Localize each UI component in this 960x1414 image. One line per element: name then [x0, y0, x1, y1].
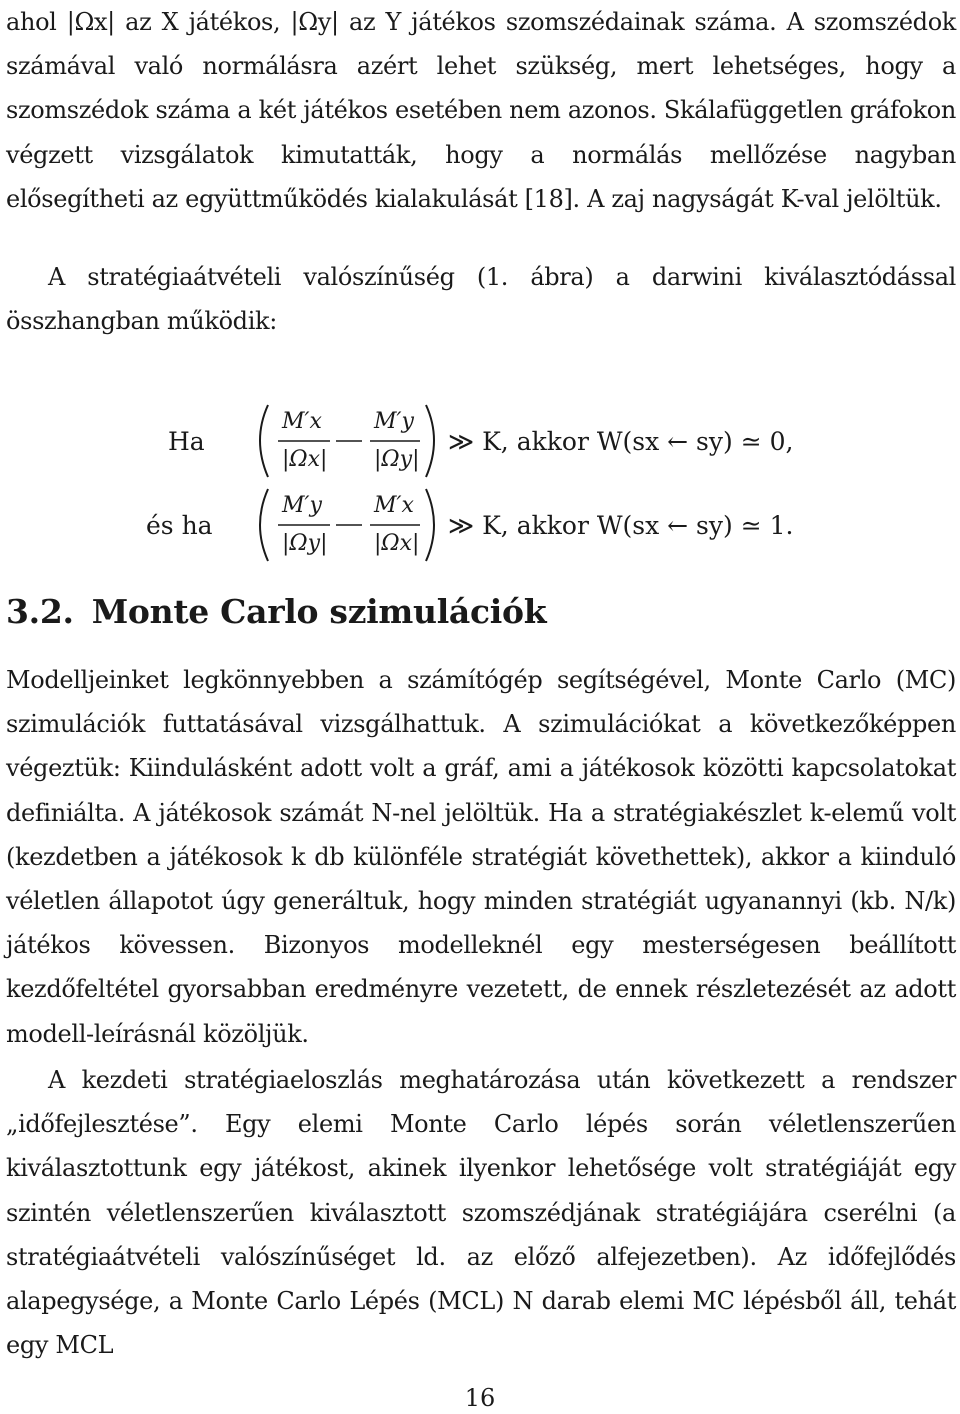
row1-term1-denominator: |Ωx| — [282, 447, 328, 472]
equation-brackets-and-rules — [0, 395, 960, 585]
row2-condition: ≫ K, akkor W(sx ← sy) ≃ 1. — [448, 511, 794, 540]
display-equation — [0, 395, 960, 585]
section-paragraph-1: Modelljeinket legkönnyebben a számítógép segítségével, Monte Carlo (MC) szimulációk futtatásával vizsgálhattuk. A szimulációkat a következőképpen végeztük: Kiindulásként adott volt a gráf, ami a játékosok közötti kapcsolatokat definiálta. A játékosok számát N-nel jelöltük. Ha a stratégiakészlet k-elemű volt (kezdetben a játékosok k db különféle stratégiát követhettek), akkor a kiinduló véletlen állapotot úgy generáltuk, hogy minden stratégiát ugyanannyi (kb. N/k) játékos kövessen. Bizonyos modelleknél egy mesterségesen beállított kezdőfeltétel gyorsabban eredményre vezetett, de ennek részletezését az adott modell-leírásnál közöljük. — [6, 666, 956, 1048]
row2-term1-numerator: M′y — [282, 493, 322, 518]
row1-term2-denominator: |Ωy| — [374, 447, 420, 472]
row1-condition: ≫ K, akkor W(sx ← sy) ≃ 0, — [448, 427, 794, 456]
row2-term2-denominator: |Ωx| — [374, 531, 420, 556]
row1-term2-numerator: M′y — [374, 409, 414, 434]
page-number: 16 — [464, 1384, 496, 1412]
section-heading — [6, 592, 546, 631]
row1-term1-numerator: M′x — [282, 409, 322, 434]
section-title: Monte Carlo szimulációk — [91, 592, 547, 631]
section-number: 3.2. — [6, 592, 74, 631]
row1-label: Ha — [168, 427, 205, 456]
row2-term2-numerator: M′x — [374, 493, 414, 518]
row2-term1-denominator: |Ωy| — [282, 531, 328, 556]
section-paragraph-2: A kezdeti stratégiaeloszlás meghatározása után következett a rendszer „időfejlesztése”. Egy elemi Monte Carlo lépés során véletlenszerűen kiválasztottunk egy játékost, akinek ilyenkor lehetősége volt stratégiáját egy szintén véletlenszerűen kiválasztott szomszédjának stratégiájára cserélni (a stratégiaátvételi valószínűséget ld. az előző alfejezetben). Az időfejlődés alapegysége, a Monte Carlo Lépés (MCL) N darab elemi MC lépésből áll, tehát egy MCL — [6, 1066, 956, 1360]
paragraph-1: ahol |Ωx| az X játékos, |Ωy| az Y játékos szomszédainak száma. A szomszédok számával való normálásra azért lehet szükség, mert lehetséges, hogy a szomszédok száma a két játékos esetében nem azonos. Skálafüggetlen gráfokon végzett vizsgálatok kimutatták, hogy a normálás mellőzése nagyban elősegítheti az együttműködés kialakulását [18]. A zaj nagyságát K-val jelöltük. — [6, 8, 956, 213]
paragraph-2: A stratégiaátvételi valószínűség (1. ábra) a darwini kiválasztódással összhangban működik: — [6, 263, 956, 336]
row2-label: és ha — [146, 511, 213, 540]
